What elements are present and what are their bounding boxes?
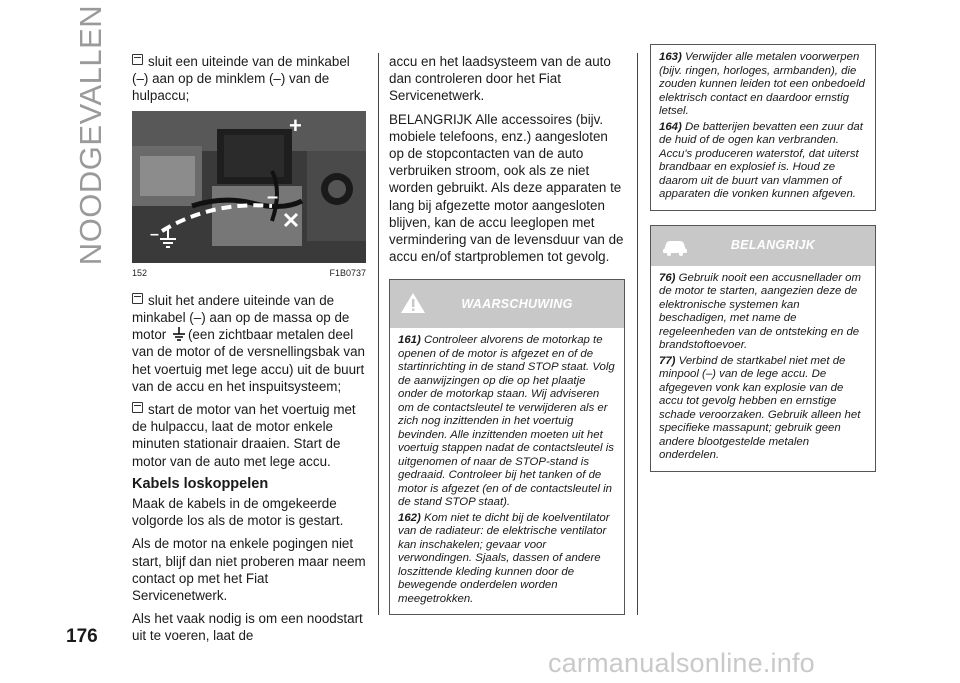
- column-divider: [637, 53, 638, 615]
- car-icon: [661, 236, 689, 256]
- warning-title: WAARSCHUWING: [461, 296, 573, 311]
- paragraph: Als het vaak nodig is om een noodstart uit te voeren, laat de: [132, 611, 363, 644]
- paragraph: Als de motor na enkele pogingen niet start, blijf dan niet proberen maar neem contact op met het Fiat Servicenetwerk.: [132, 536, 366, 604]
- engine-bay-figure: [132, 111, 366, 263]
- svg-text:–: –: [267, 185, 279, 208]
- important-body: [651, 266, 875, 471]
- figure-caption: [132, 265, 366, 282]
- warning-body: [390, 328, 624, 614]
- important-item-77: 77) Verbind de startkabel niet met de minpool (–) van de lege accu. De afgegeven vonk kan explosie van de accu tot gevolg hebben en ernstige schade veroorzaken. Gebruik alleen het specifieke massapunt; gebruik geen andere blootgestelde metalen onderdelen.: [659, 354, 861, 461]
- checkbox-bullet-icon: [132, 402, 143, 413]
- page-number: 176: [66, 626, 98, 647]
- important-title: BELANGRIJK: [730, 237, 816, 252]
- figure-code: F1B0737: [329, 267, 366, 278]
- step-connect-minus-cable: sluit een uiteinde van de minkabel (–) aan op de minklem (–) van de hulpaccu;: [132, 54, 350, 104]
- important-item-76: 76) Gebruik nooit een accusnellader om de motor te starten, aangezien deze de elektronische systemen kan beschadigen, met name de regeleenheden van de ontsteking en de brandstoftoevoer.: [659, 271, 861, 351]
- svg-text:+: +: [289, 112, 302, 138]
- section-title: NOODGEVALLEN: [73, 4, 108, 266]
- warning-box: [389, 279, 625, 615]
- column-2: [389, 53, 625, 615]
- figure-number: 152: [132, 267, 148, 278]
- warning-item-163: 163) Verwijder alle metalen voorwerpen (bijv. ringen, horloges, armbanden), die zouden kunnen leiden tot een onbedoeld elektrisch contact en daardoor ernstig letsel.: [659, 51, 865, 117]
- warning-triangle-icon: [400, 291, 426, 315]
- ground-symbol-icon: [173, 327, 185, 341]
- warning-continued-box: [650, 44, 876, 211]
- heading-disconnect-cables: Kabels loskoppelen: [132, 475, 269, 492]
- checkbox-bullet-icon: [132, 54, 143, 65]
- important-box: [650, 225, 876, 472]
- warning-continued-body: [651, 45, 875, 210]
- paragraph: Maak de kabels in de omgekeerde volgorde los als de motor is gestart.: [132, 496, 344, 529]
- battery-photo-illustration: [132, 111, 366, 263]
- column-divider: [378, 53, 379, 615]
- watermark: carmanualsonline.info: [548, 648, 815, 678]
- step-connect-ground: sluit het andere uiteinde van de minkabel (–) aan op de massa op de motor (een zichtbaar metalen deel van de motor of de versnellingsbak van het voertuig met lege accu) uit de buurt van de accu en het inspuitsysteem;: [132, 292, 365, 394]
- paragraph: accu en het laadsysteem van de auto dan controleren door het Fiat Servicenetwerk.: [389, 54, 611, 104]
- important-header: [651, 226, 875, 266]
- checkbox-bullet-icon: [132, 293, 143, 304]
- svg-text:–: –: [150, 225, 159, 243]
- warning-header: [390, 280, 624, 328]
- column-3: [650, 44, 876, 472]
- step-start-engine: start de motor van het voertuig met de hulpaccu, laat de motor enkele minuten stationair draaien. Start de motor van de auto met lege accu.: [132, 402, 356, 469]
- warning-item-161: 161) Controleer alvorens de motorkap te openen of de motor is afgezet en of de startinrichting in de stand STOP staat. Volg de aanwijzingen op die op het plaatje onder de motorkap staan. Wij adviseren om de contactsleutel te verwijderen als er zich nog inzittenden in het voertuig bevinden. Alle inzittenden moeten uit het voertuig stappen nadat de contactsleutel is uitgenomen of naar de STOP-stand is gedraaid. Controleer bij het tanken of de motor is afgezet (en of de contactsleutel in de stand STOP staat).: [398, 334, 615, 509]
- column-1: [132, 53, 366, 651]
- warning-item-162: 162) Kom niet te dicht bij de koelventilator van de radiateur: de elektrische ventilator kan inschakelen; gevaar voor verwondingen. Sjaals, dassen of andere loszittende kleding kunnen door de bewegende onderdelen worden meegetrokken.: [398, 511, 610, 605]
- important-paragraph: BELANGRIJK Alle accessoires (bijv. mobiele telefoons, enz.) aangesloten op de stopcontacten van de auto verbruiken stroom, ook als ze niet worden gebruikt. Als deze apparaten te lang bij afgezette motor aangesloten blijven, kan de accu leeglopen met vermindering van de levensduur van de accu en/of startproblemen tot gevolg.: [389, 111, 624, 265]
- warning-item-164: 164) De batterijen bevatten een zuur dat de huid of de ogen kan verbranden. Accu's produceren waterstof, dat uiterst brandbaar en explosief is. Houd ze daarom uit de buurt van vlammen of apparaten die vonken kunnen afgeven.: [659, 120, 863, 200]
